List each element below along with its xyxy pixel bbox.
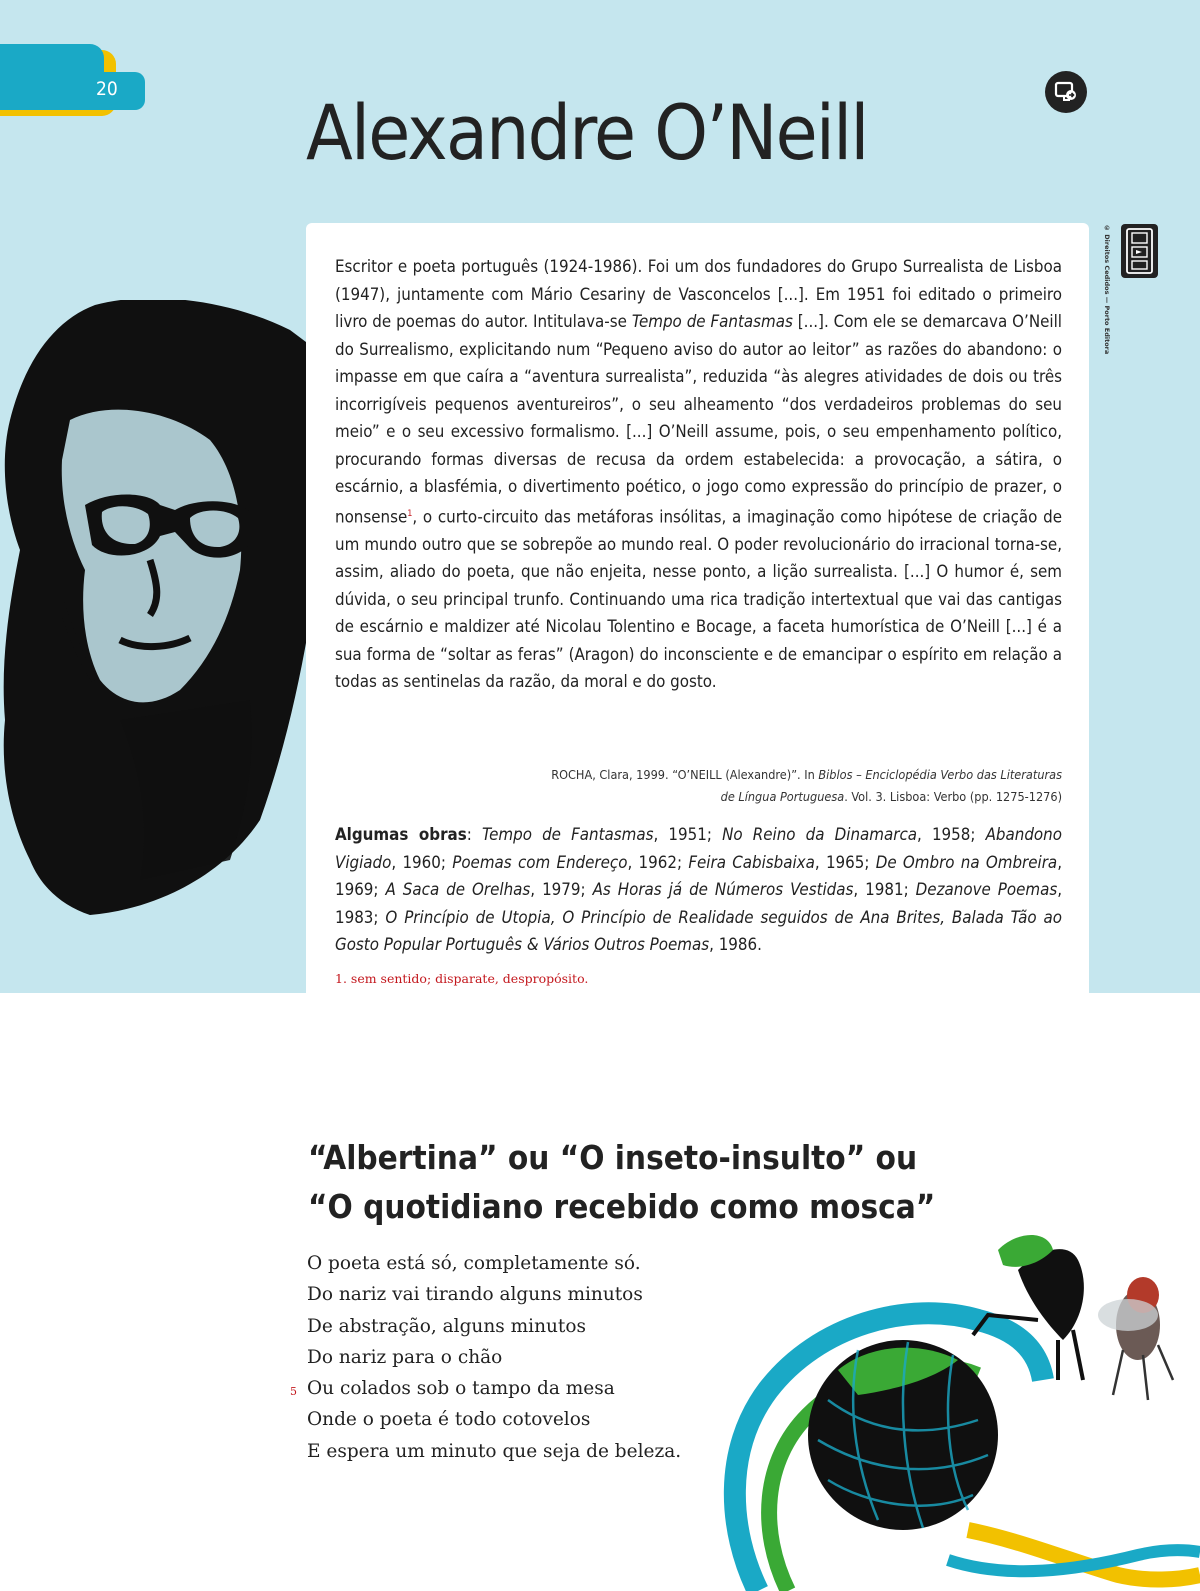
works-label: Algumas obras: [335, 824, 467, 844]
poem-line: Do nariz para o chão: [307, 1346, 503, 1368]
screen-arrow-icon: [1053, 79, 1079, 105]
poem-line: Onde o poeta é todo cotovelos: [307, 1409, 591, 1431]
work-title: O Princípio de Utopia, O Princípio de Realidade seguidos de Ana Brites, Balada Tão ao Gosto Popular Português & Vários Outros Poemas: [335, 906, 1062, 954]
page-number: 20: [96, 78, 118, 100]
film-strip-graphic: [1121, 224, 1158, 278]
copyright-credit: © Direitos Cedidos — Porto Editora: [1103, 224, 1111, 355]
work-title: Abandono Vigiado: [335, 824, 1062, 872]
film-strip-icon[interactable]: [1121, 224, 1158, 278]
work-year: 1965: [825, 851, 865, 872]
work-year: 1958: [931, 824, 971, 844]
citation: [335, 764, 1062, 808]
work-year: 1969: [335, 879, 374, 899]
bio-text-part1: Escritor e poeta português (1924-1986). Foi um dos fundadores do Grupo Surrealista de Lisboa (1947), juntamente com Mário Cesariny de Vasconcelos [...]. Em 1951 foi editado o primeiro livro de poemas do autor. Intitulava-se: [335, 256, 1062, 331]
citation-work-title-a: Biblos – Enciclopédia Verbo das Literaturas: [818, 767, 1062, 782]
work-title: As Horas já de Números Vestidas: [592, 879, 854, 899]
work-year: 1960: [402, 851, 441, 872]
bio-text-part2: [...]. Com ele se demarcava O’Neill do Surrealismo, explicitando num “Pequeno aviso do autor ao leitor” as razões do abandono: o impasse em que caíra a “aventura surrealista”, reduzida “às alegres atividades de dois ou três incorrigíveis pequenos aventureiros”, o seu alheamento “dos verdadeiros problemas do seu meio” e o seu excessivo formalismo. [...] O’Neill assume, pois, o seu empenhamento político, procurando formas diversas de recusa da ordem estabelecida: a provocação, a sátira, o escárnio, a blasfémia, o divertimento poético, o jogo como expressão do princípio de prazer, o nonsense: [335, 311, 1062, 527]
citation-work-title-b: de Língua Portuguesa: [720, 789, 845, 804]
poem-line: E espera um minuto que seja de beleza.: [307, 1440, 682, 1462]
poem-line: O poeta está só, completamente só.: [307, 1253, 641, 1274]
author-portrait: [0, 300, 310, 920]
poem-line-5: [290, 1373, 681, 1404]
poem-title-line2: “O quotidiano recebido como mosca”: [308, 1187, 936, 1226]
work-title: No Reino da Dinamarca: [722, 824, 917, 844]
work-year: 1979: [542, 879, 581, 899]
bio-first-book: Tempo de Fantasmas: [631, 311, 793, 331]
fly-wing: [1098, 1299, 1158, 1331]
poem-line-text: Ou colados sob o tampo da mesa: [307, 1378, 615, 1400]
footnote-reference[interactable]: 1: [407, 508, 413, 519]
biography-text: [335, 253, 1062, 696]
work-title: De Ombro na Ombreira: [875, 851, 1058, 872]
bio-text-part3: , o curto-circuito das metáforas insólitas, a imaginação como hipótese de criação de um mundo outro que se sobrepõe ao mundo real. O poder revolucionário do irracional torna-se, assim, aliado do poeta, que não enjeita, nesse ponto, a lição surrealista. [...] O humor é, sem dúvida, o seu principal trunfo. Continuando uma rica tradição intertextual que vai das cantigas de escárnio e maldizer até Nicolau Tolentino e Bocage, a faceta humorística de O’Neill [...] é a sua forma de “soltar as feras” (Aragon) do inconsciente e de emancipar o espírito em relação a todas as sentinelas da razão, da moral e do gosto.: [335, 506, 1062, 692]
interactive-resource-icon[interactable]: [1045, 71, 1087, 113]
citation-part2: . Vol. 3. Lisboa: Verbo (pp. 1275-1276): [844, 789, 1062, 804]
page-title: Alexandre O’Neill: [306, 88, 868, 177]
work-year: 1986: [718, 934, 758, 954]
work-year: 1962: [638, 851, 677, 872]
poem-body: [290, 1248, 682, 1467]
poem-title-line1: “Albertina” ou “O inseto-insulto” ou: [308, 1138, 918, 1177]
work-title: Poemas com Endereço: [452, 851, 628, 872]
work-year: 1981: [865, 879, 904, 899]
citation-part1: ROCHA, Clara, 1999. “O’NEILL (Alexandre)”. In: [551, 767, 819, 782]
work-year: 1951: [668, 824, 707, 844]
work-title: Feira Cabisbaixa: [688, 851, 815, 872]
poem-line: Do nariz vai tirando alguns minutos: [307, 1284, 643, 1306]
poem-title: [308, 1133, 1068, 1231]
fly-and-yarn-illustration: [718, 1230, 1200, 1591]
work-year: 1983: [335, 906, 374, 927]
footnote: 1. sem sentido; disparate, despropósito.: [335, 971, 589, 986]
work-title: Dezanove Poemas: [915, 879, 1058, 899]
works-list: Algumas obras: Tempo de Fantasmas, 1951; No Reino da Dinamarca, 1958; Abandono Vigiado, 1960; Poemas com Endereço, 1962; Feira Cabisbaixa, 1965; De Ombro na Ombreira, 1969; A Saca de Orelhas, 1979; As Horas já de Números Vestidas, 1981; Dezanove Poemas, 1983; O Princípio de Utopia, O Princípio de Realidade seguidos de Ana Brites, Balada Tão ao Gosto Popular Português & Vários Outros Poemas, 1986.: [335, 824, 1063, 954]
work-title: Tempo de Fantasmas: [481, 824, 654, 844]
poem-line: De abstração, alguns minutos: [307, 1315, 586, 1337]
line-number: 5: [290, 1385, 297, 1399]
work-title: A Saca de Orelhas: [385, 879, 531, 899]
